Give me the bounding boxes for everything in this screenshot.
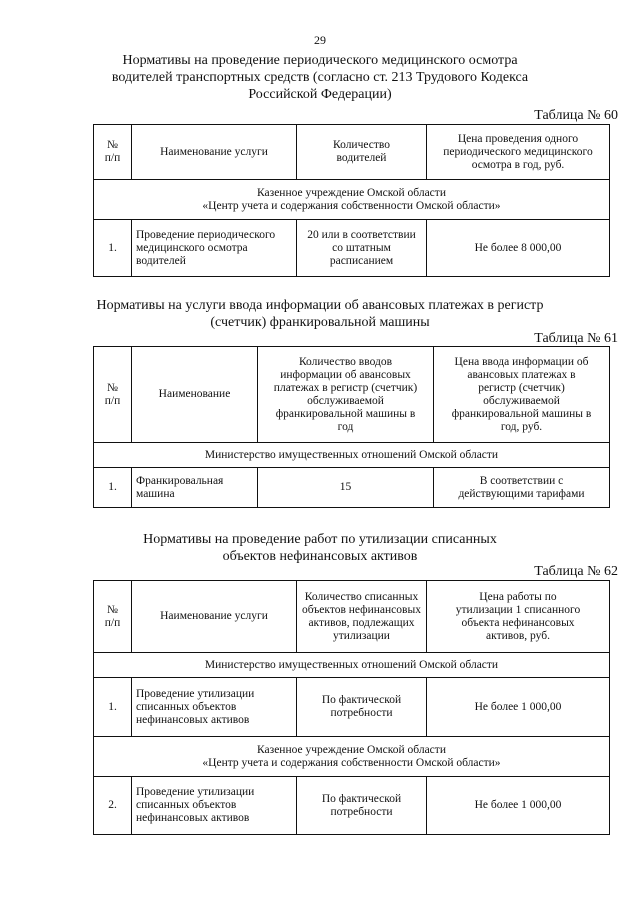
header-cell-price: Цена ввода информации об авансовых платежах в регистр (счетчик) обслуживаемой франкировальной машины в год, руб.: [434, 347, 610, 443]
row-price: Не более 8 000,00: [427, 220, 610, 277]
table-60-label: Таблица № 60: [534, 108, 618, 123]
table-row: [94, 678, 610, 737]
title-line: Нормативы на проведение периодического медицинского осмотра: [122, 53, 518, 68]
header-cell-number: № п/п: [94, 347, 132, 443]
row-quantity: По фактической потребности: [297, 678, 427, 737]
table-62: [93, 580, 610, 835]
table-61: [93, 346, 610, 508]
title-line: Российской Федерации): [248, 87, 392, 102]
row-price: Не более 1 000,00: [427, 678, 610, 737]
title-line: объектов нефинансовых активов: [222, 549, 418, 564]
organization-row: [94, 737, 610, 777]
row-number: 1.: [94, 220, 132, 277]
header-cell-price: Цена проведения одного периодического медицинского осмотра в год, руб.: [427, 125, 610, 180]
organization-row: [94, 443, 610, 468]
organization-cell: Казенное учреждение Омской области «Центр учета и содержания собственности Омской области»: [94, 737, 610, 777]
header-cell-number: № п/п: [94, 581, 132, 653]
organization-row: [94, 653, 610, 678]
header-cell-number: № п/п: [94, 125, 132, 180]
title-line: Нормативы на услуги ввода информации об авансовых платежах в регистр: [96, 298, 544, 313]
header-cell-quantity: Количество вводов информации об авансовых платежах в регистр (счетчик) обслуживаемой франкировальной машины в год: [258, 347, 434, 443]
organization-cell: Министерство имущественных отношений Омской области: [94, 653, 610, 678]
row-number: 1.: [94, 678, 132, 737]
table-61-label: Таблица № 61: [534, 331, 618, 346]
header-cell-quantity: Количество списанных объектов нефинансовых активов, подлежащих утилизации: [297, 581, 427, 653]
row-price: Не более 1 000,00: [427, 777, 610, 835]
title-line: (счетчик) франкировальной машины: [210, 315, 430, 330]
row-quantity: По фактической потребности: [297, 777, 427, 835]
section-61-title: [60, 297, 580, 331]
header-cell-name: Наименование услуги: [132, 581, 297, 653]
organization-cell: Казенное учреждение Омской области «Центр учета и содержания собственности Омской области»: [94, 180, 610, 220]
section-62-title: [60, 531, 580, 565]
table-62-label: Таблица № 62: [534, 564, 618, 579]
header-cell-name: Наименование: [132, 347, 258, 443]
table-header-row: [94, 347, 610, 443]
row-quantity: 15: [258, 468, 434, 508]
table-row: [94, 777, 610, 835]
table-row: [94, 220, 610, 277]
row-name: Франкировальная машина: [132, 468, 258, 508]
title-line: водителей транспортных средств (согласно ст. 213 Трудового Кодекса: [111, 70, 529, 85]
header-cell-price: Цена работы по утилизации 1 списанного объекта нефинансовых активов, руб.: [427, 581, 610, 653]
row-number: 1.: [94, 468, 132, 508]
table-header-row: [94, 125, 610, 180]
organization-cell: Министерство имущественных отношений Омской области: [94, 443, 610, 468]
row-name: Проведение утилизации списанных объектов нефинансовых активов: [132, 678, 297, 737]
organization-row: [94, 180, 610, 220]
page-number: 29: [314, 33, 326, 47]
table-header-row: [94, 581, 610, 653]
section-60-title: [60, 52, 580, 103]
row-name: Проведение периодического медицинского осмотра водителей: [132, 220, 297, 277]
row-quantity: 20 или в соответствии со штатным расписанием: [297, 220, 427, 277]
table-60: [93, 124, 610, 277]
table-row: [94, 468, 610, 508]
row-name: Проведение утилизации списанных объектов нефинансовых активов: [132, 777, 297, 835]
row-price: В соответствии с действующими тарифами: [434, 468, 610, 508]
header-cell-quantity: Количество водителей: [297, 125, 427, 180]
header-cell-name: Наименование услуги: [132, 125, 297, 180]
row-number: 2.: [94, 777, 132, 835]
title-line: Нормативы на проведение работ по утилизации списанных: [143, 532, 497, 547]
